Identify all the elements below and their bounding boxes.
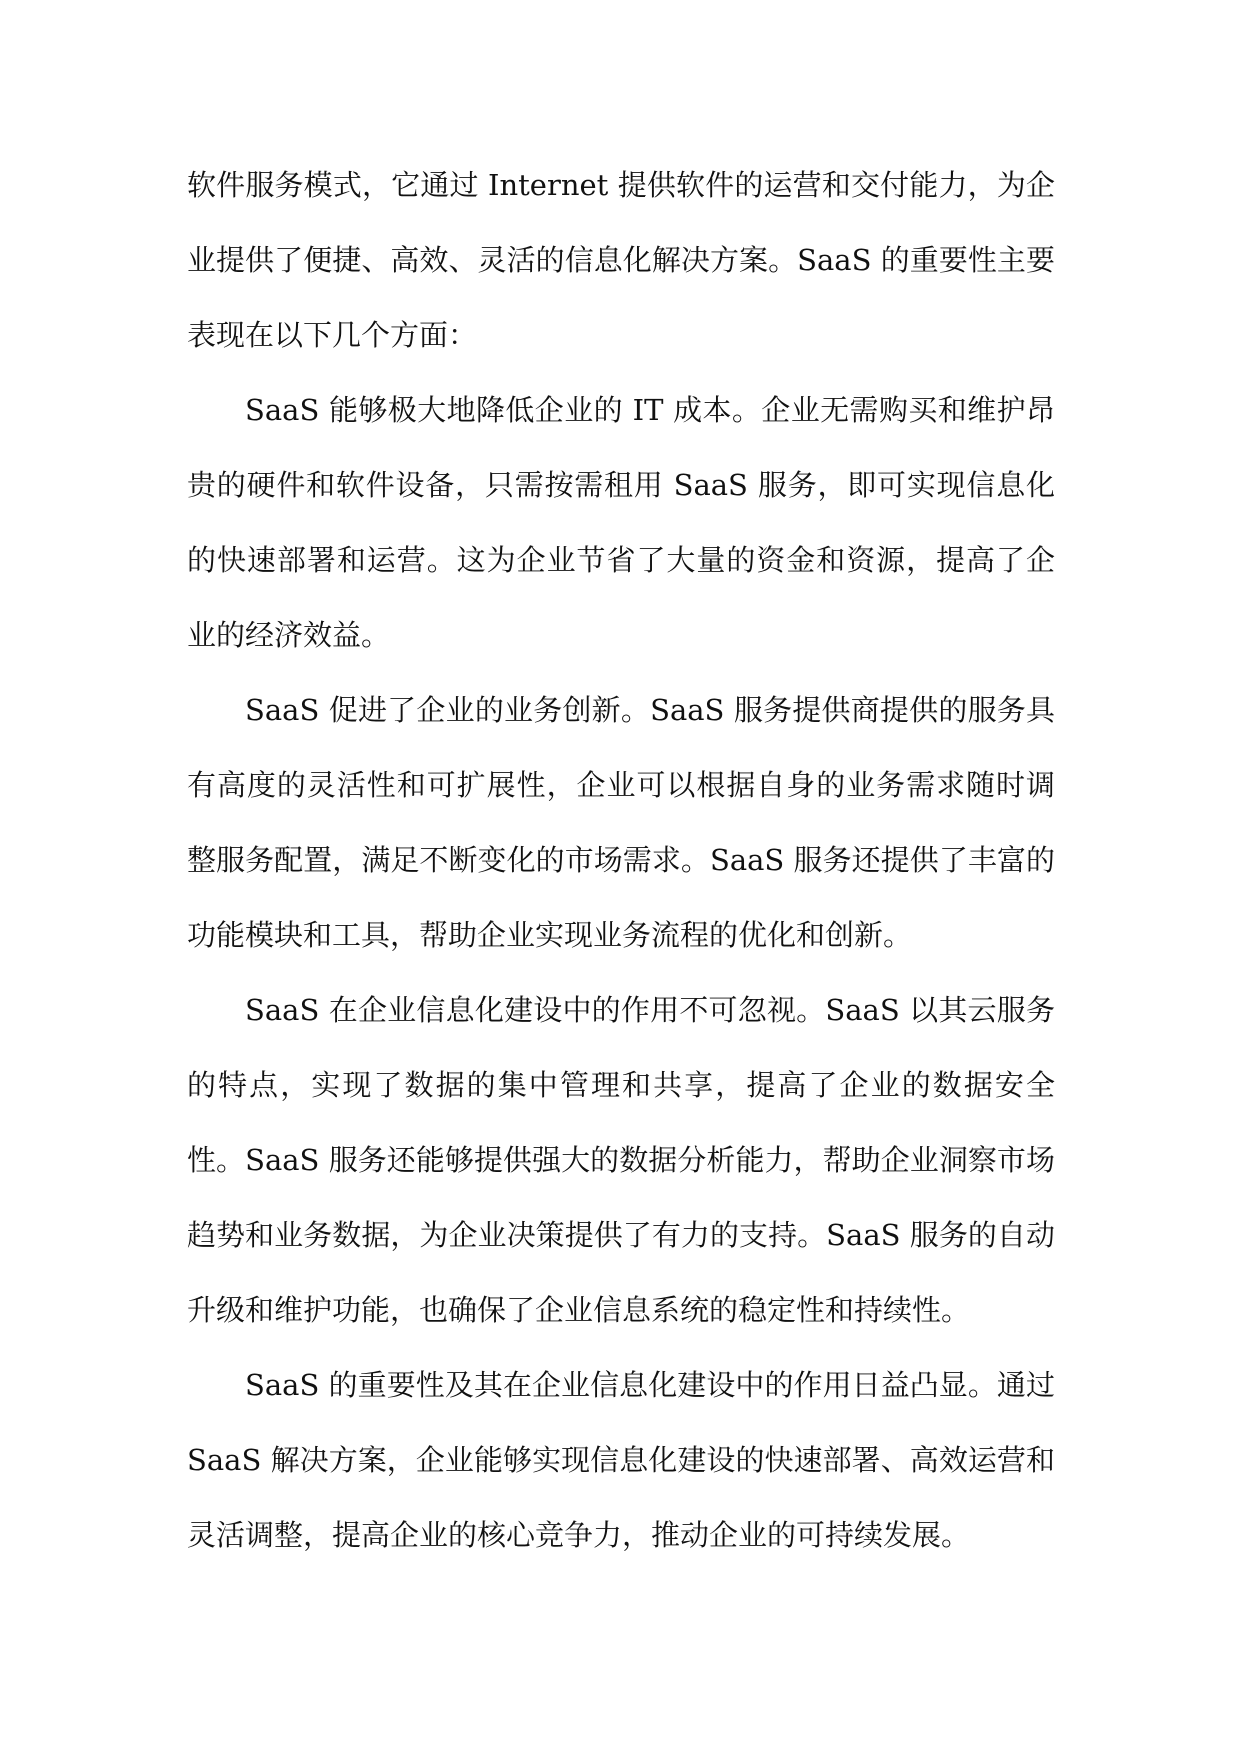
paragraph-4: SaaS 在企业信息化建设中的作用不可忽视。SaaS 以其云服务的特点，实现了数据的集中管理和共享，提高了企业的数据安全性。SaaS 服务还能够提供强大的数据分析能力，帮助企业洞察市场趋势和业务数据，为企业决策提供了有力的支持。SaaS 服务的自动升级和维护功能，也确保了企业信息系统的稳定性和持续性。	[187, 993, 1055, 1327]
paragraph-1: 软件服务模式，它通过 Internet 提供软件的运营和交付能力，为企业提供了便捷、高效、灵活的信息化解决方案。SaaS 的重要性主要表现在以下几个方面：	[187, 168, 1055, 352]
paragraph-3: SaaS 促进了企业的业务创新。SaaS 服务提供商提供的服务具有高度的灵活性和可扩展性，企业可以根据自身的业务需求随时调整服务配置，满足不断变化的市场需求。SaaS 服务还提供了丰富的功能模块和工具，帮助企业实现业务流程的优化和创新。	[187, 693, 1055, 952]
paragraph-5: SaaS 的重要性及其在企业信息化建设中的作用日益凸显。通过 SaaS 解决方案，企业能够实现信息化建设的快速部署、高效运营和灵活调整，提高企业的核心竞争力，推动企业的可持续发展。	[187, 1368, 1055, 1552]
document-body	[187, 148, 1055, 1573]
paragraph-2: SaaS 能够极大地降低企业的 IT 成本。企业无需购买和维护昂贵的硬件和软件设备，只需按需租用 SaaS 服务，即可实现信息化的快速部署和运营。这为企业节省了大量的资金和资源，提高了企业的经济效益。	[187, 393, 1055, 652]
